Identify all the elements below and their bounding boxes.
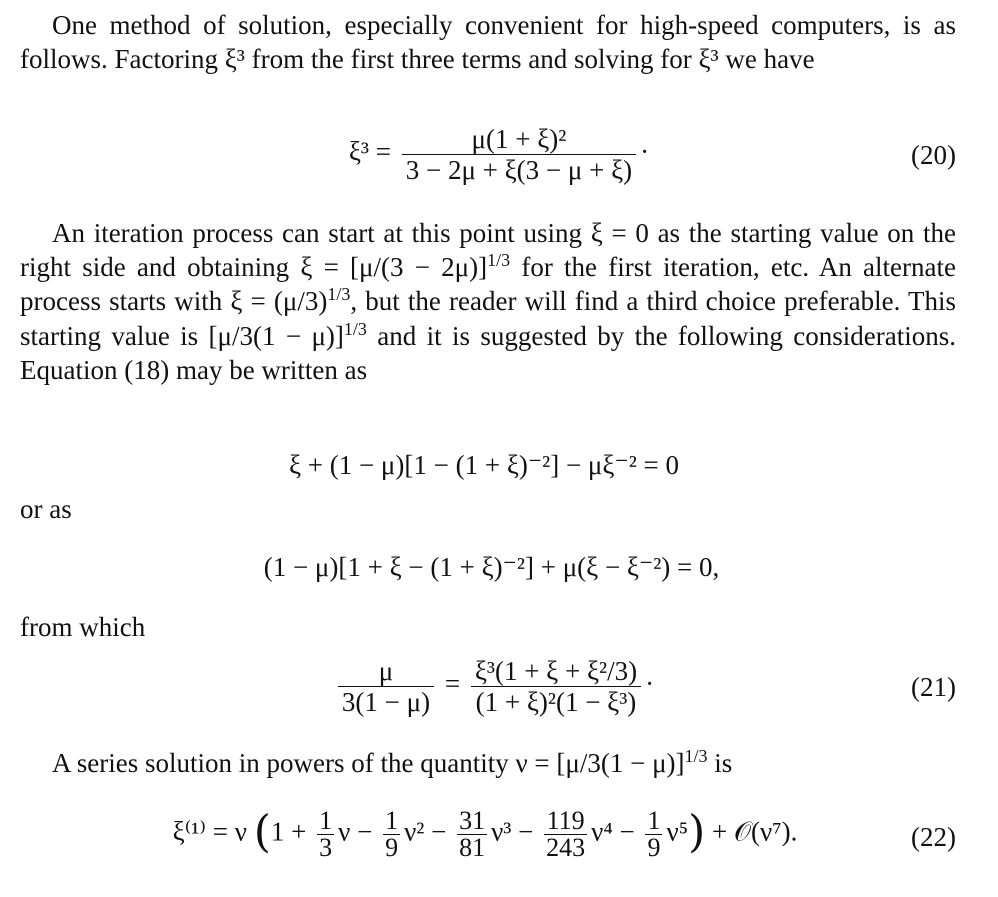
eq22-tail: + 𝒪(ν⁷). <box>712 816 798 847</box>
paragraph-3-text: or as <box>20 494 72 524</box>
eq22-fraction-3 <box>457 808 487 861</box>
paragraph-2 <box>20 216 956 387</box>
eq21-rhs-numerator: ξ³(1 + ξ + ξ²/3) <box>474 656 638 686</box>
eq20-trail: · <box>640 136 650 167</box>
eq21-rhs-denominator: (1 + ξ)²(1 − ξ³) <box>471 686 641 717</box>
eq22-f5-num: 1 <box>647 806 661 835</box>
eq20-numerator: μ(1 + ξ)² <box>471 124 567 154</box>
equation-a <box>0 450 998 490</box>
equation-20-body <box>0 124 998 185</box>
eq22-lhs: ξ⁽¹⁾ = ν <box>172 816 247 847</box>
eq20-fraction <box>402 124 636 185</box>
eq22-const: 1 + <box>270 816 307 847</box>
eq22-fraction-5 <box>645 808 662 861</box>
eq21-rhs-fraction <box>471 656 641 717</box>
eq22-f2-num: 1 <box>385 806 399 835</box>
eq22-fraction-1 <box>317 808 334 861</box>
equation-20 <box>0 124 998 184</box>
paragraph-1-text: One method of solution, especially convenient for high-speed computers, is as follows. Factoring ξ³ from the first three terms and solving for ξ³ we have <box>20 10 956 75</box>
paragraph-2-text: An iteration process can start at this point using ξ = 0 as the starting value on the right side and obtaining $\xi = [\mu/(3 - 2\mu)]^{1/3}$ for the first iteration, etc. An alternate process starts with $\xi = (\mu/3)^{1/3}$, but the reader will find a third choice preferable. This starting value is $[\mu/3(1 - \mu)]^{1/3}$ and it is suggested by the following considerations. Equation (18) may be written as <box>20 218 957 385</box>
eq20-lhs: ξ³ = <box>348 136 391 167</box>
eq22-term-3: ν³ − <box>491 816 534 847</box>
equation-21 <box>0 656 998 716</box>
equation-21-body <box>0 656 998 717</box>
paragraph-5-text: A series solution in powers of the quantity $\nu = [\mu/3(1 - \mu)]^{1/3}$ is <box>52 746 733 778</box>
eq22-f1-num: 1 <box>319 806 333 835</box>
eq22-term-4: ν⁴ − <box>591 816 635 847</box>
eq21-equals: = <box>444 668 461 699</box>
eq22-f3-den: 81 <box>459 833 486 862</box>
equation-22-body <box>0 808 998 861</box>
eq22-f4-num: 119 <box>546 806 585 835</box>
paragraph-3 <box>20 492 956 526</box>
eq22-term-5: ν⁵ <box>666 816 689 847</box>
eq22-close-paren: ) <box>688 806 706 858</box>
eq22-fraction-2 <box>383 808 400 861</box>
equation-22 <box>0 808 998 878</box>
eq22-f2-den: 9 <box>385 833 399 862</box>
equation-number-20: (20) <box>911 140 956 170</box>
eq22-term-2: ν² − <box>404 816 447 847</box>
eq21-lhs-numerator: μ <box>378 656 394 686</box>
eq22-f3-num: 31 <box>459 806 486 835</box>
equation-b-body: (1 − μ)[1 + ξ − (1 + ξ)⁻²] + μ(ξ − ξ⁻²) = 0, <box>263 552 720 582</box>
equation-a-body: ξ + (1 − μ)[1 − (1 + ξ)⁻²] − μξ⁻² = 0 <box>288 450 680 480</box>
eq21-trail: · <box>645 668 655 699</box>
eq20-denominator: 3 − 2μ + ξ(3 − μ + ξ) <box>402 154 636 185</box>
paragraph-5 <box>20 746 956 780</box>
eq22-open-paren: ( <box>253 806 271 858</box>
equation-number-22: (22) <box>911 822 956 852</box>
eq22-f5-den: 9 <box>647 833 661 862</box>
eq21-lhs-denominator: 3(1 − μ) <box>338 686 434 717</box>
eq22-term-1: ν − <box>338 816 373 847</box>
paragraph-1 <box>20 8 956 76</box>
paragraph-4-text: from which <box>20 612 146 642</box>
paragraph-4 <box>20 610 956 644</box>
eq22-fraction-4 <box>544 808 587 861</box>
eq22-f1-den: 3 <box>319 833 333 862</box>
eq22-f4-den: 243 <box>546 833 586 862</box>
equation-number-21: (21) <box>911 672 956 702</box>
eq21-lhs-fraction <box>338 656 434 717</box>
equation-b <box>0 552 998 592</box>
